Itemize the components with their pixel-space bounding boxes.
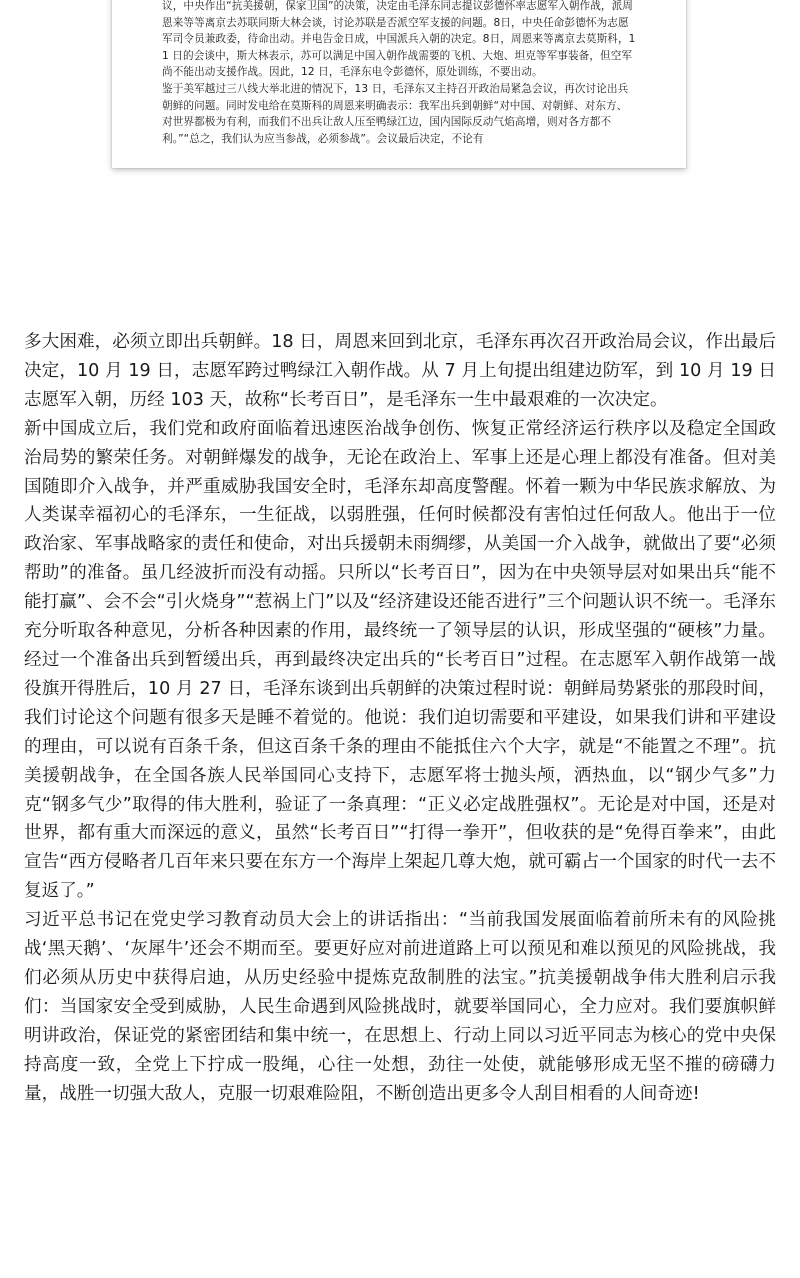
article-paragraph: 新中国成立后，我们党和政府面临着迅速医治战争创伤、恢复正常经济运行秩序以及稳定全国政治局势的繁荣任务。对朝鲜爆发的战争，无论在政治上、军事上还是心理上都没有准备。但对美国随即介入战争，并严重威胁我国安全时，毛泽东却高度警醒。怀着一颗为中华民族求解放、为人类谋幸福初心的毛泽东，一生征战，以弱胜强，任何时候都没有害怕过任何敌人。他出于一位政治家、军事战略家的责任和使命，对出兵援朝未雨绸缪，从美国一介入战争，就做出了要“必须帮助”的准备。虽几经波折而没有动摇。只所以“长考百日”，因为在中央领导层对如果出兵“能不能打赢”、会不会“引火烧身”“惹祸上门”以及“经济建设还能否进行”三个问题认识不统一。毛泽东充分听取各种意见，分析各种因素的作用，最终统一了领导层的认识，形成坚强的“硬核”力量。经过一个准备出兵到暂缓出兵，再到最终决定出兵的“长考百日”过程。在志愿军入朝作战第一战役旗开得胜后，10 月 27 日，毛泽东谈到出兵朝鲜的决策过程时说：朝鲜局势紧张的那段时间，我们讨论这个问题有很多天是睡不着觉的。他说：我们迫切需要和平建设，如果我们讲和平建设的理由，可以说有百条千条，但这百条千条的理由不能抵住六个大字，就是“不能置之不理”。抗美援朝战争，在全国各族人民举国同心支持下，志愿军将士抛头颅，洒热血，以“钢少气多”力克“钢多气少”取得的伟大胜利，验证了一条真理：“正义必定战胜强权”。无论是对中国，还是对世界，都有重大而深远的意义，虽然“长考百日”“打得一拳开”，但收获的是“免得百拳来”，由此宣告“西方侵略者几百年来只要在东方一个海岸上架起几尊大炮，就可霸占一个国家的时代一去不复返了。” — [24, 418, 776, 902]
article-paragraph: 多大困难，必须立即出兵朝鲜。18 日，周恩来回到北京，毛泽东再次召开政治局会议，作出最后决定，10 月 19 日，志愿军跨过鸭绿江入朝作战。从 7 月上旬提出组建边防军，到 10 月 19 日志愿军入朝，历经 103 天，故称“长考百日”，是毛泽东一生中最艰难的一次决定。 — [24, 332, 776, 410]
preview-paragraph: 鉴于美军越过三八线大举北进的情况下，13 日，毛泽东又主持召开政治局紧急会议，再次讨论出兵朝鲜的问题。同时发电给在莫斯科的周恩来明确表示：我军出兵到朝鲜“对中国、对朝鲜、对东方、对世界都极为有利，而我们不出兵让敌人压至鸭绿江边，国内国际反动气焰高增，则对各方都不利。”“总之，我们认为应当参战，必须参战”。会议最后决定，不论有 — [162, 82, 629, 145]
article-body — [24, 328, 776, 1108]
preview-paragraph: 议，中央作出“抗美援朝，保家卫国”的决策，决定由毛泽东同志提议彭德怀率志愿军入朝作战，派周恩来等等离京去苏联同斯大林会谈，讨论苏联是否派空军支援的问题。8日，中央任命彭德怀为志愿军司令员兼政委，待命出动。并电告金日成，中国派兵入朝的决定。8日，周恩来等离京去莫斯科，11 日的会谈中，斯大林表示，苏可以满足中国入朝作战需要的飞机、大炮、坦克等军事装备，但空军尚不能出动支援作战。因此，12 日，毛泽东电令彭德怀，原处训练，不要出动。 — [162, 0, 636, 79]
document-page-preview — [112, 0, 686, 168]
preview-text-block — [162, 0, 638, 147]
article-paragraph: 习近平总书记在党史学习教育动员大会上的讲话指出：“当前我国发展面临着前所未有的风险挑战‘黑天鹅’、‘灰犀牛’还会不期而至。要更好应对前进道路上可以预见和难以预见的风险挑战，我们必须从历史中获得启迪，从历史经验中提炼克敌制胜的法宝。”抗美援朝战争伟大胜利启示我们：当国家安全受到威胁，人民生命遇到风险挑战时，就要举国同心，全力应对。我们要旗帜鲜明讲政治，保证党的紧密团结和集中统一，在思想上、行动上同以习近平同志为核心的党中央保持高度一致，全党上下拧成一股绳，心往一处想，劲往一处使，就能够形成无坚不摧的磅礴力量，战胜一切强大敌人，克服一切艰难险阻，不断创造出更多令人刮目相看的人间奇迹! — [24, 910, 776, 1104]
